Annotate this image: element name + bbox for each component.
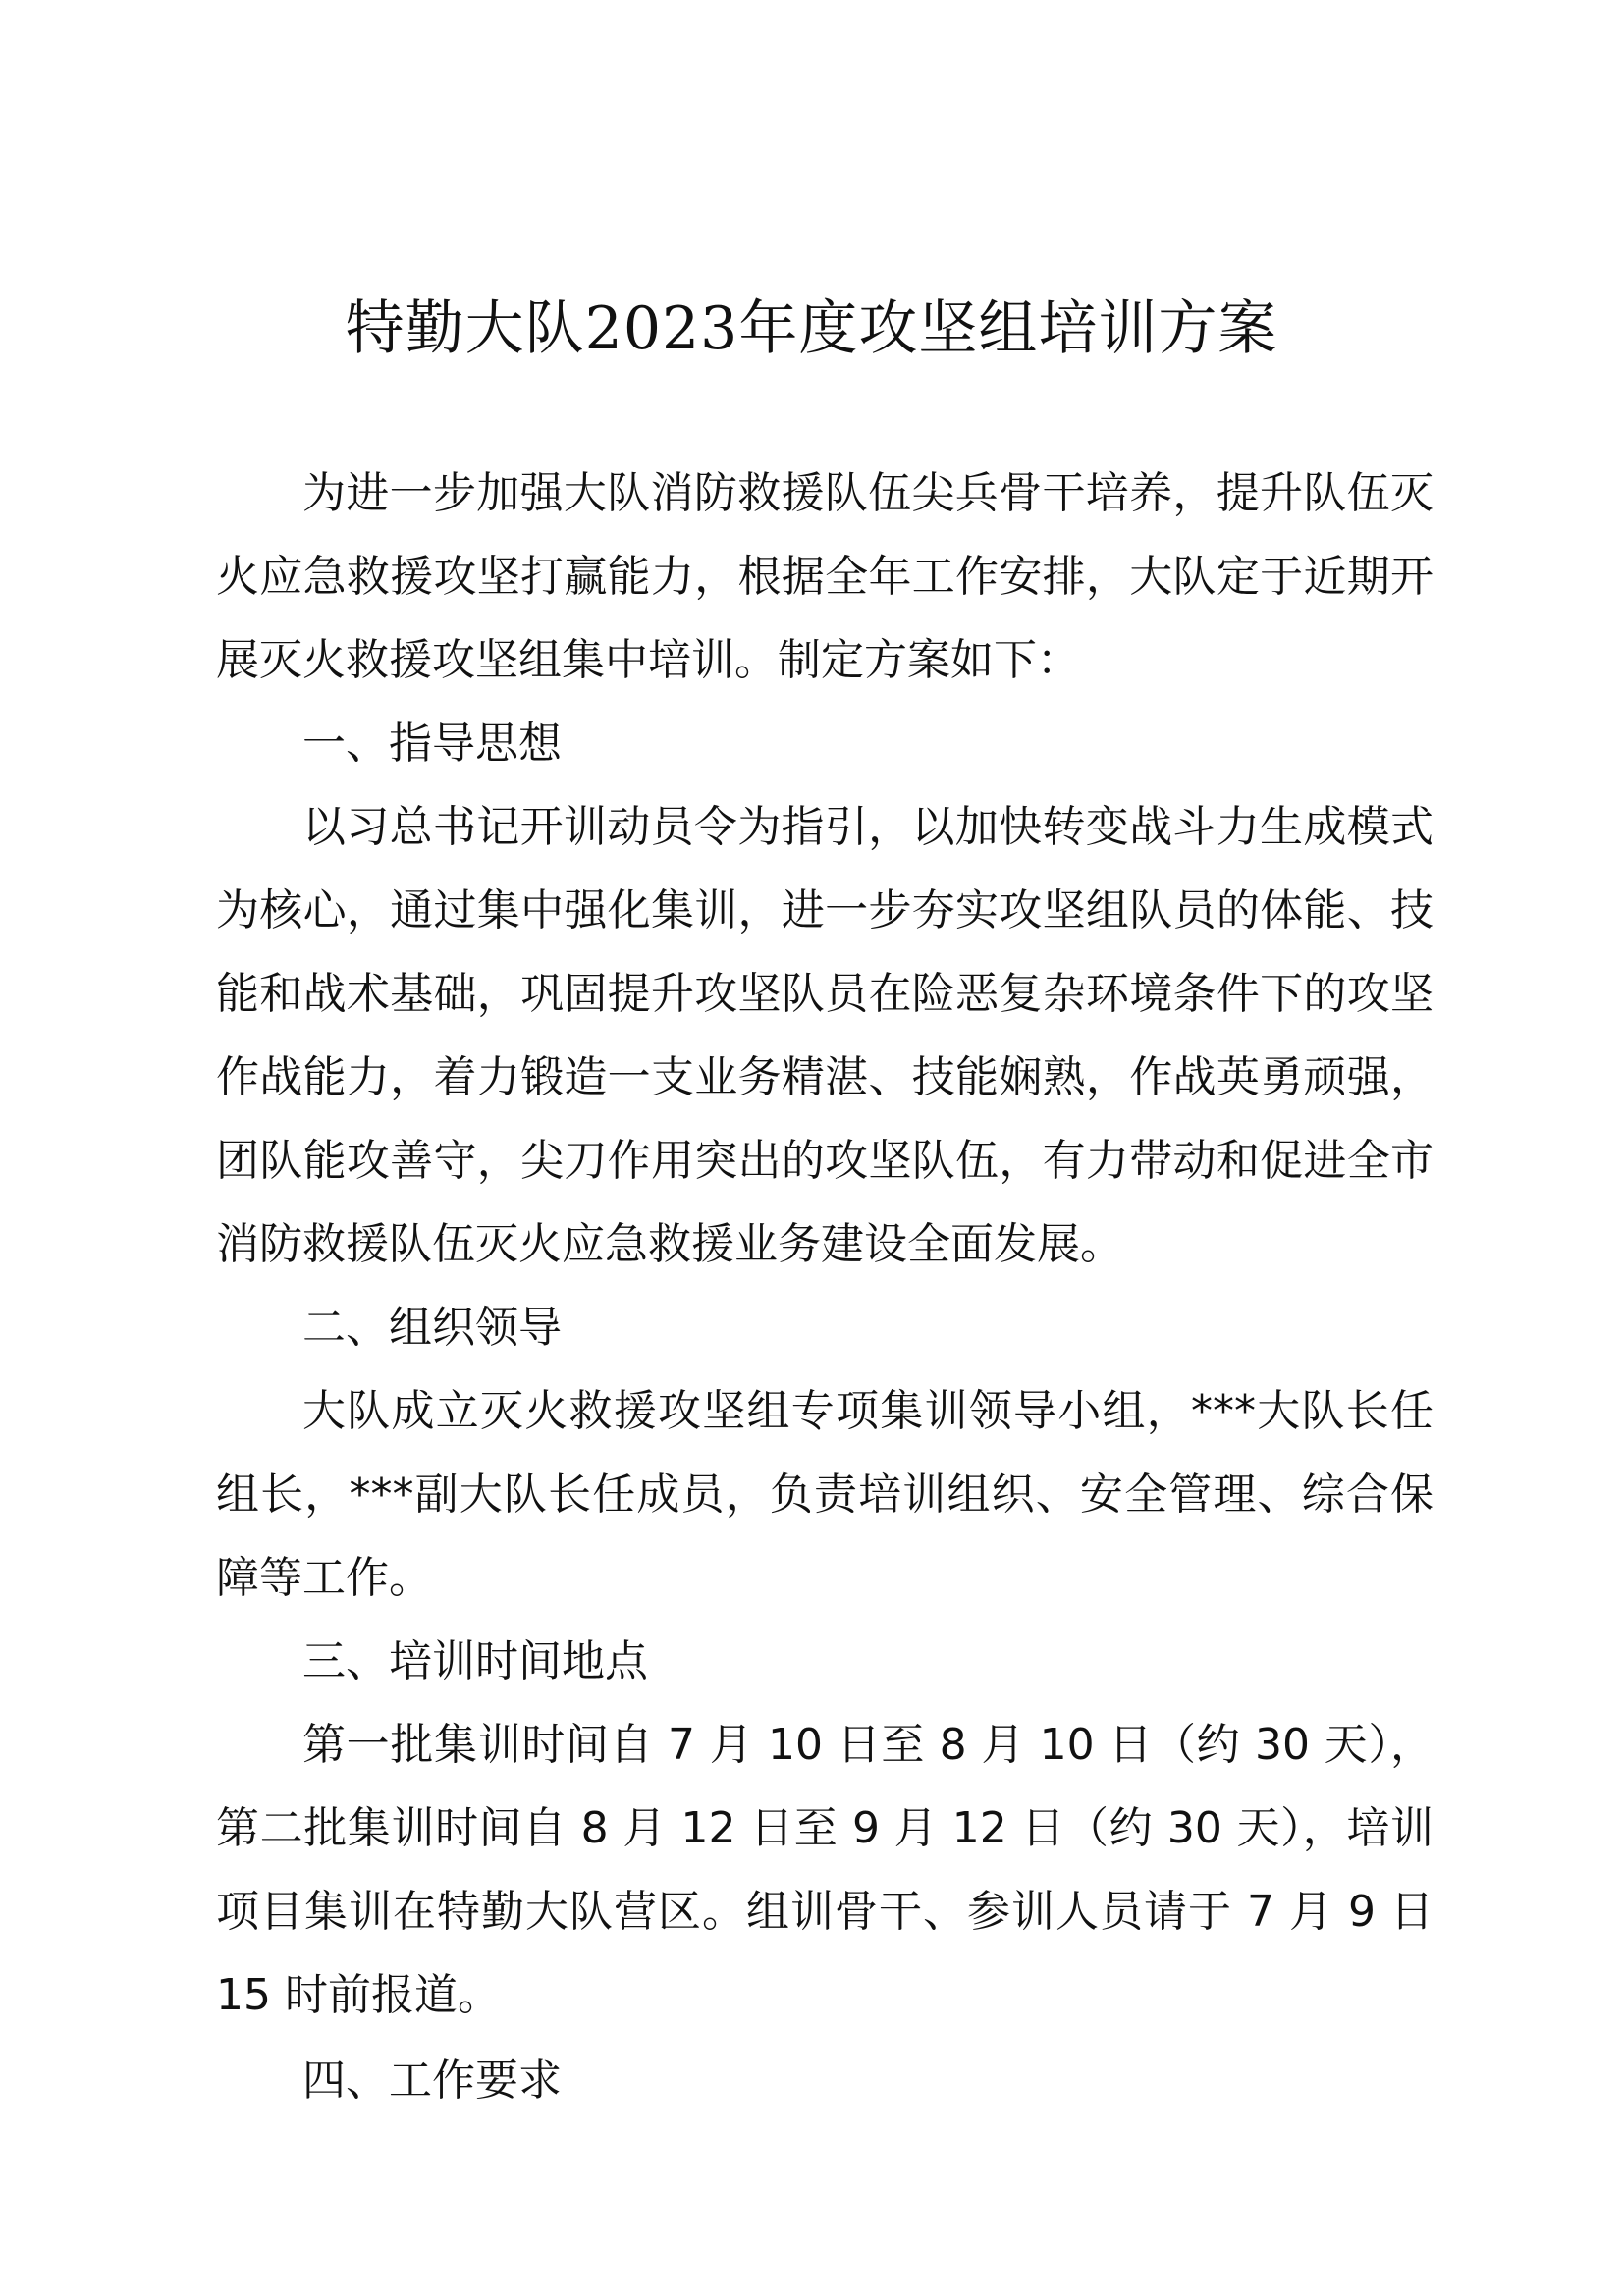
intro-paragraph: 为进一步加强大队消防救援队伍尖兵骨干培养，提升队伍灭火应急救援攻坚打赢能力，根据全年工作安排，大队定于近期开展灭火救援攻坚组集中培训。制定方案如下： bbox=[216, 468, 1434, 685]
section-text-guiding-ideology: 以习总书记开训动员令为指引，以加快转变战斗力生成模式为核心，通过集中强化集训，进一步夯实攻坚组队员的体能、技能和战术基础，巩固提升攻坚队员在险恶复杂环境条件下的攻坚作战能力，着力锻造一支业务精湛、技能娴熟，作战英勇顽强，团队能攻善守，尖刀作用突出的攻坚队伍，有力带动和促进全市消防救援队伍灭火应急救援业务建设全面发展。 bbox=[216, 802, 1434, 1269]
document-title: 特勤大队2023年度攻坚组培训方案 bbox=[345, 294, 1278, 363]
section-text-time-location: 第一批集训时间自 7 月 10 日至 8 月 10 日（约 30 天），第二批集训时间自 8 月 12 日至 9 月 12 日（约 30 天），培训项目集训在特勤大队营区。组训骨干、参训人员请于 7 月 9 日 15 时前报道。 bbox=[216, 1720, 1434, 2020]
section-text-organization: 大队成立灭火救援攻坚组专项集训领导小组，***大队长任组长，***副大队长任成员，负责培训组织、安全管理、综合保障等工作。 bbox=[216, 1386, 1434, 1603]
section-heading-guiding-ideology: 一、指导思想 bbox=[302, 719, 562, 769]
document-body bbox=[216, 452, 1434, 2122]
section-heading-organization: 二、组织领导 bbox=[302, 1303, 562, 1353]
section-heading-work-requirements: 四、工作要求 bbox=[302, 2056, 562, 2106]
section-heading-time-location: 三、培训时间地点 bbox=[302, 1636, 648, 1686]
